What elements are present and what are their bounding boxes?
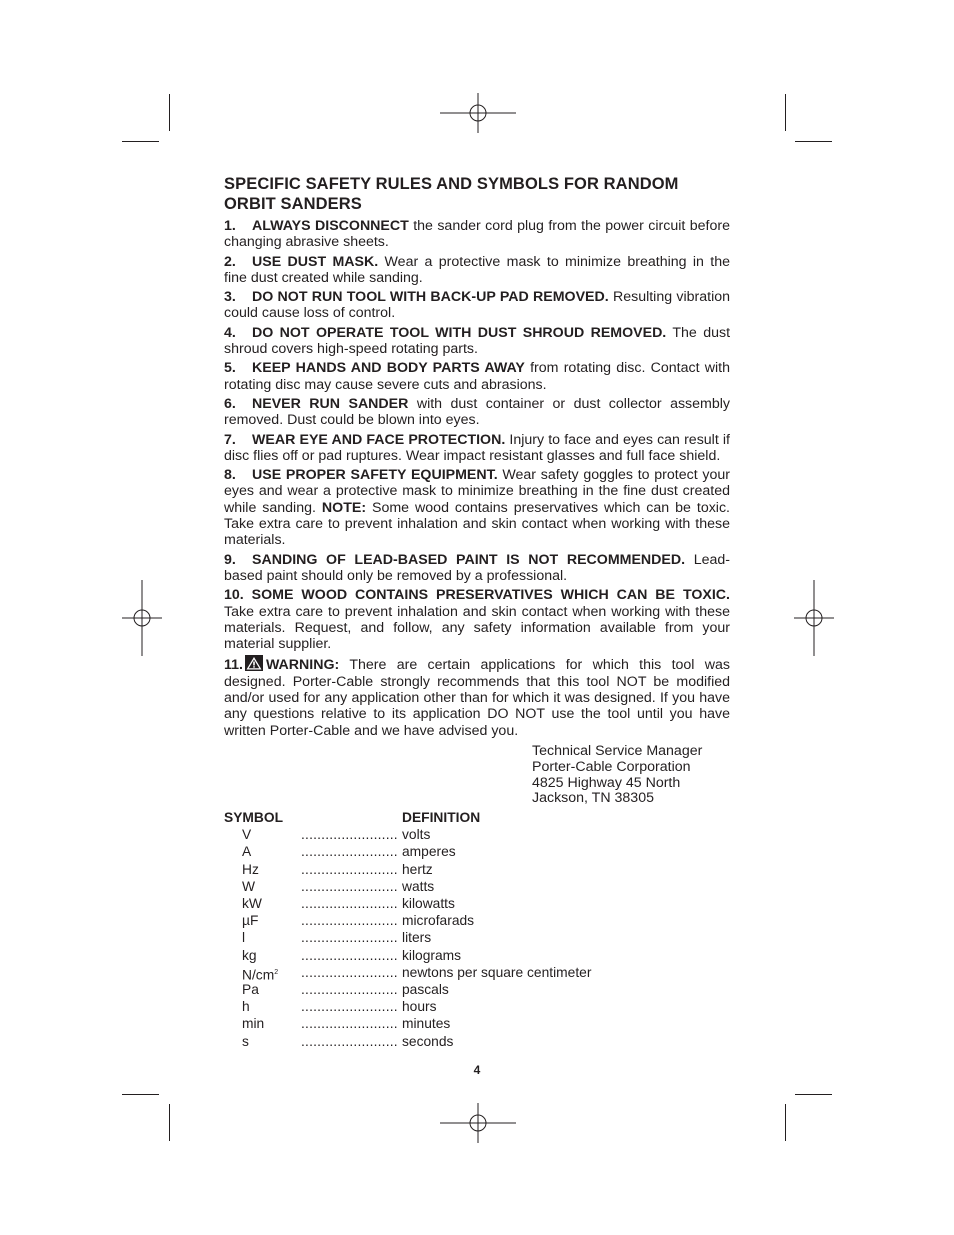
definition-cell: amperes bbox=[402, 844, 456, 860]
rule-text: with dust container or dust collector assembly removed. Dust could be blown into eyes. bbox=[224, 395, 730, 429]
definition-cell: kilowatts bbox=[402, 896, 455, 912]
symbol-cell bbox=[224, 947, 301, 964]
symbol-text: A bbox=[242, 844, 252, 860]
rule-text: Wear safety goggles to protect your eyes and wear a protective mask to minimize breathing in the fine dust created while sanding. bbox=[224, 467, 730, 516]
definition-cell: volts bbox=[402, 827, 431, 843]
dot-leader: ........................ bbox=[301, 999, 398, 1015]
note-label: NOTE: bbox=[321, 499, 367, 516]
definition-cell: seconds bbox=[402, 1033, 454, 1049]
symbol-cell bbox=[224, 929, 301, 946]
symbol-cell bbox=[224, 861, 301, 878]
definition-cell: microfarads bbox=[402, 913, 475, 929]
table-row bbox=[224, 843, 730, 860]
definition-cell: kilograms bbox=[402, 947, 462, 963]
rule-heading: USE DUST MASK. bbox=[252, 253, 379, 270]
symbol-text: l bbox=[242, 930, 246, 946]
dot-leader: ........................ bbox=[301, 964, 398, 980]
list-item bbox=[224, 254, 730, 287]
dot-leader: ........................ bbox=[301, 947, 398, 963]
definition-cell: newtons per square centimeter bbox=[402, 964, 592, 980]
symbol-cell bbox=[224, 826, 301, 843]
symbol-text: h bbox=[242, 999, 250, 1015]
rule-text: from rotating disc. Contact with rotating disc may cause severe cuts and abrasions. bbox=[224, 360, 730, 393]
crop-mark bbox=[122, 141, 159, 142]
symbol-cell bbox=[224, 998, 301, 1015]
registration-mark-icon bbox=[122, 580, 162, 656]
rule-number: 11. bbox=[224, 657, 243, 674]
symbols-table bbox=[224, 809, 730, 1050]
warning-triangle-icon bbox=[245, 655, 263, 671]
rule-number: 3. bbox=[224, 289, 236, 306]
table-row bbox=[224, 964, 730, 981]
rule-heading: USE PROPER SAFETY EQUIPMENT. bbox=[252, 467, 498, 484]
crop-mark bbox=[795, 141, 832, 142]
dot-leader: ........................ bbox=[301, 930, 398, 946]
symbol-text: kg bbox=[242, 947, 257, 963]
table-row bbox=[224, 947, 730, 964]
symbols-rows bbox=[224, 826, 730, 1049]
note-text: Some wood contains preservatives which can be toxic. Take extra care to prevent inhalation and skin contact when working with these materials. bbox=[224, 499, 730, 549]
symbol-text: kW bbox=[242, 896, 262, 912]
contact-address bbox=[532, 744, 730, 807]
registration-mark-icon bbox=[794, 580, 834, 656]
symbol-cell bbox=[224, 843, 301, 860]
rule-heading: KEEP HANDS AND BODY PARTS AWAY bbox=[252, 360, 525, 377]
rule-text: Injury to face and eyes can result if disc flies off or pad ruptures. Wear impact resistant glasses and full face shield. bbox=[224, 431, 730, 464]
symbol-text: µF bbox=[242, 913, 259, 929]
rule-heading: WARNING: bbox=[265, 657, 340, 674]
list-item bbox=[224, 360, 730, 393]
symbol-cell bbox=[224, 878, 301, 895]
symbol-cell bbox=[224, 981, 301, 998]
rule-text: Resulting vibration could cause loss of control. bbox=[224, 289, 731, 322]
rule-number: 10. bbox=[224, 587, 244, 604]
dot-leader: ........................ bbox=[301, 1033, 398, 1049]
safety-rules-list bbox=[224, 218, 730, 739]
registration-mark-icon bbox=[440, 1103, 516, 1143]
column-header-symbol: SYMBOL bbox=[224, 810, 284, 826]
page-number: 4 bbox=[473, 1063, 481, 1077]
list-item bbox=[224, 432, 730, 465]
crop-mark bbox=[169, 94, 170, 131]
column-header-definition: DEFINITION bbox=[402, 810, 481, 826]
symbol-cell bbox=[224, 1033, 301, 1050]
dot-leader: ........................ bbox=[301, 827, 398, 843]
definition-cell: liters bbox=[402, 930, 432, 946]
definition-cell: minutes bbox=[402, 1016, 451, 1032]
rule-number: 1. bbox=[224, 218, 236, 234]
list-item bbox=[224, 325, 730, 358]
rule-number: 2. bbox=[224, 253, 236, 270]
rule-text: the sander cord plug from the power circuit before changing abrasive sheets. bbox=[224, 218, 730, 251]
registration-mark-icon bbox=[440, 93, 516, 133]
crop-mark bbox=[795, 1094, 832, 1095]
table-row bbox=[224, 929, 730, 946]
symbol-text: N/cm bbox=[242, 967, 275, 983]
list-item bbox=[224, 218, 730, 251]
symbol-cell bbox=[224, 1015, 301, 1032]
rule-heading: DO NOT OPERATE TOOL WITH DUST SHROUD REMOVED. bbox=[252, 324, 667, 341]
rule-number: 4. bbox=[224, 324, 236, 341]
rule-heading: SOME WOOD CONTAINS PRESERVATIVES WHICH CAN BE TOXIC. bbox=[251, 587, 730, 604]
rule-text: Take extra care to prevent inhalation and skin contact when working with these materials. Request, and follow, any safety information available from your material supplier. bbox=[224, 603, 730, 653]
definition-cell: hertz bbox=[402, 861, 433, 877]
table-row bbox=[224, 1015, 730, 1032]
contact-company: Porter-Cable Corporation bbox=[532, 758, 691, 775]
table-header bbox=[224, 809, 730, 826]
page-content bbox=[224, 174, 730, 1050]
table-row bbox=[224, 981, 730, 998]
rule-number: 5. bbox=[224, 360, 236, 377]
crop-mark bbox=[122, 1094, 159, 1095]
table-row bbox=[224, 895, 730, 912]
table-row bbox=[224, 861, 730, 878]
definition-cell: hours bbox=[402, 999, 437, 1015]
table-row bbox=[224, 878, 730, 895]
dot-leader: ........................ bbox=[301, 913, 398, 929]
rule-number: 6. bbox=[224, 395, 236, 412]
symbol-text: Hz bbox=[242, 861, 259, 877]
rule-number: 9. bbox=[224, 551, 236, 568]
dot-leader: ........................ bbox=[301, 878, 398, 894]
column-spacer bbox=[301, 809, 402, 826]
crop-mark bbox=[785, 94, 786, 131]
definition-cell: watts bbox=[402, 878, 435, 894]
symbol-text: V bbox=[242, 827, 252, 843]
contact-title: Technical Service Manager bbox=[532, 742, 703, 759]
rule-number: 7. bbox=[224, 431, 236, 448]
rule-text: There are certain applications for which this tool was designed. Porter-Cable strongly recommends that this tool NOT be modified and/or used for any application other than for which it was designed. If you have any questions relative to its application DO NOT use the tool until you have written Porter-Cable and we have advised you. bbox=[224, 657, 730, 739]
rule-heading: WEAR EYE AND FACE PROTECTION. bbox=[252, 431, 506, 448]
rule-heading: ALWAYS DISCONNECT bbox=[252, 218, 409, 234]
dot-leader: ........................ bbox=[301, 1016, 398, 1032]
symbol-cell bbox=[224, 964, 301, 981]
rule-heading: DO NOT RUN TOOL WITH BACK-UP PAD REMOVED. bbox=[252, 289, 609, 306]
table-row bbox=[224, 998, 730, 1015]
crop-mark bbox=[169, 1104, 170, 1141]
page-title: SPECIFIC SAFETY RULES AND SYMBOLS FOR RANDOM ORBIT SANDERS bbox=[224, 175, 679, 213]
contact-city: Jackson, TN 38305 bbox=[532, 790, 654, 807]
rule-text: Lead-based paint should only be removed by a professional. bbox=[224, 551, 730, 584]
list-item bbox=[224, 396, 730, 429]
list-item bbox=[224, 552, 730, 585]
rule-heading: SANDING OF LEAD-BASED PAINT IS NOT RECOMMENDED. bbox=[252, 551, 686, 568]
list-item bbox=[224, 655, 730, 738]
symbol-cell bbox=[224, 912, 301, 929]
symbol-text: Pa bbox=[242, 981, 259, 997]
dot-leader: ........................ bbox=[301, 861, 398, 877]
symbol-text: W bbox=[242, 878, 256, 894]
rule-number: 8. bbox=[224, 467, 236, 484]
list-item bbox=[224, 587, 730, 652]
symbol-text: min bbox=[242, 1016, 265, 1032]
rule-heading: NEVER RUN SANDER bbox=[252, 395, 409, 412]
list-item bbox=[224, 467, 730, 548]
dot-leader: ........................ bbox=[301, 981, 398, 997]
rule-text: The dust shroud covers high-speed rotating parts. bbox=[224, 324, 731, 358]
symbol-cell bbox=[224, 895, 301, 912]
rule-text: Wear a protective mask to minimize breathing in the fine dust created while sanding. bbox=[224, 253, 730, 286]
symbol-text: s bbox=[242, 1033, 249, 1049]
dot-leader: ........................ bbox=[301, 844, 398, 860]
list-item bbox=[224, 289, 730, 322]
table-row bbox=[224, 1033, 730, 1050]
definition-cell: pascals bbox=[402, 981, 449, 997]
dot-leader: ........................ bbox=[301, 896, 398, 912]
symbol-superscript: 2 bbox=[274, 968, 279, 976]
contact-street: 4825 Highway 45 North bbox=[532, 774, 681, 791]
table-row bbox=[224, 912, 730, 929]
crop-mark bbox=[785, 1104, 786, 1141]
table-row bbox=[224, 826, 730, 843]
